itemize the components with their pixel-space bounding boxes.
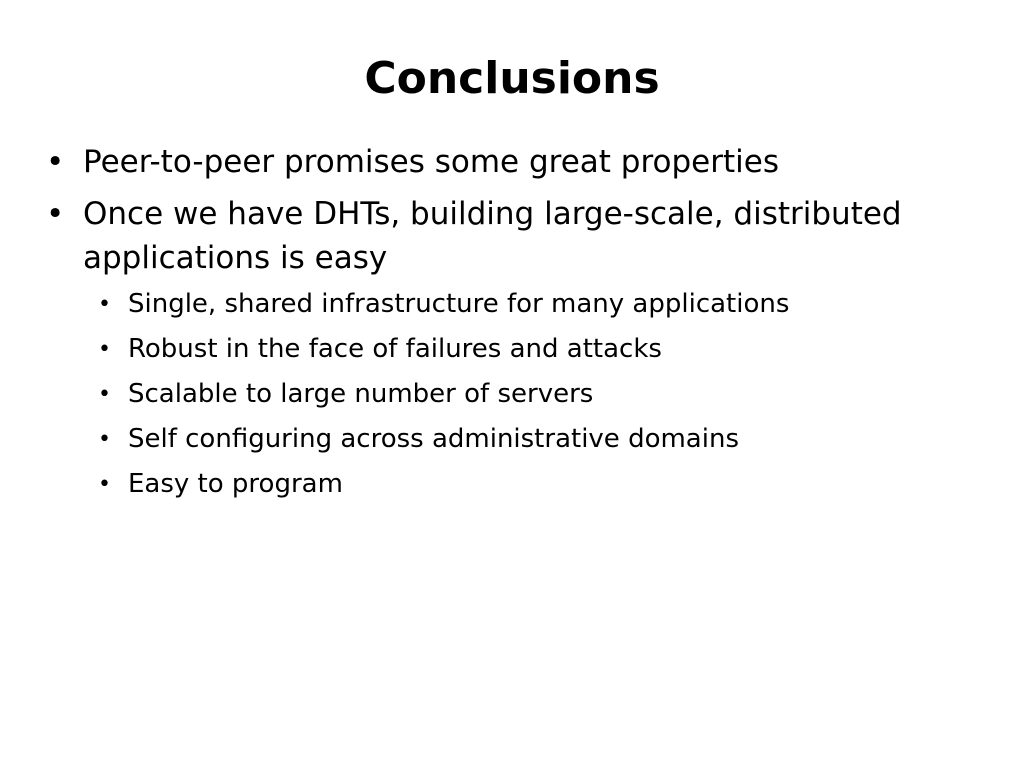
sub-bullet-text: Self configuring across administrative domains [128, 424, 739, 454]
sub-bullet-item [83, 462, 980, 507]
sub-bullet-dot-icon: • [98, 337, 111, 362]
sub-bullet-item [83, 372, 980, 417]
sub-bullet-item [83, 282, 980, 327]
bullet-item [40, 140, 980, 184]
sub-bullet-text: Single, shared infrastructure for many applications [128, 289, 790, 319]
bullet-text: Once we have DHTs, building large-scale, distributed applications is easy [83, 196, 902, 276]
sub-bullet-text: Easy to program [128, 469, 343, 499]
sub-bullet-item [83, 417, 980, 462]
sub-bullet-dot-icon: • [98, 292, 111, 317]
sub-bullet-item [83, 327, 980, 372]
sub-bullet-dot-icon: • [98, 427, 111, 452]
sub-bullet-dot-icon: • [98, 472, 111, 497]
sub-bullet-text: Scalable to large number of servers [128, 379, 594, 409]
bullet-text: Peer-to-peer promises some great properties [83, 144, 779, 180]
bullet-dot-icon: • [46, 144, 65, 180]
sub-bullet-dot-icon: • [98, 382, 111, 407]
bullet-dot-icon: • [46, 196, 65, 232]
bullet-list [40, 140, 980, 515]
sub-bullet-list [83, 282, 980, 507]
bullet-item [40, 192, 980, 507]
slide-title: Conclusions [364, 53, 660, 104]
sub-bullet-text: Robust in the face of failures and attacks [128, 334, 662, 364]
